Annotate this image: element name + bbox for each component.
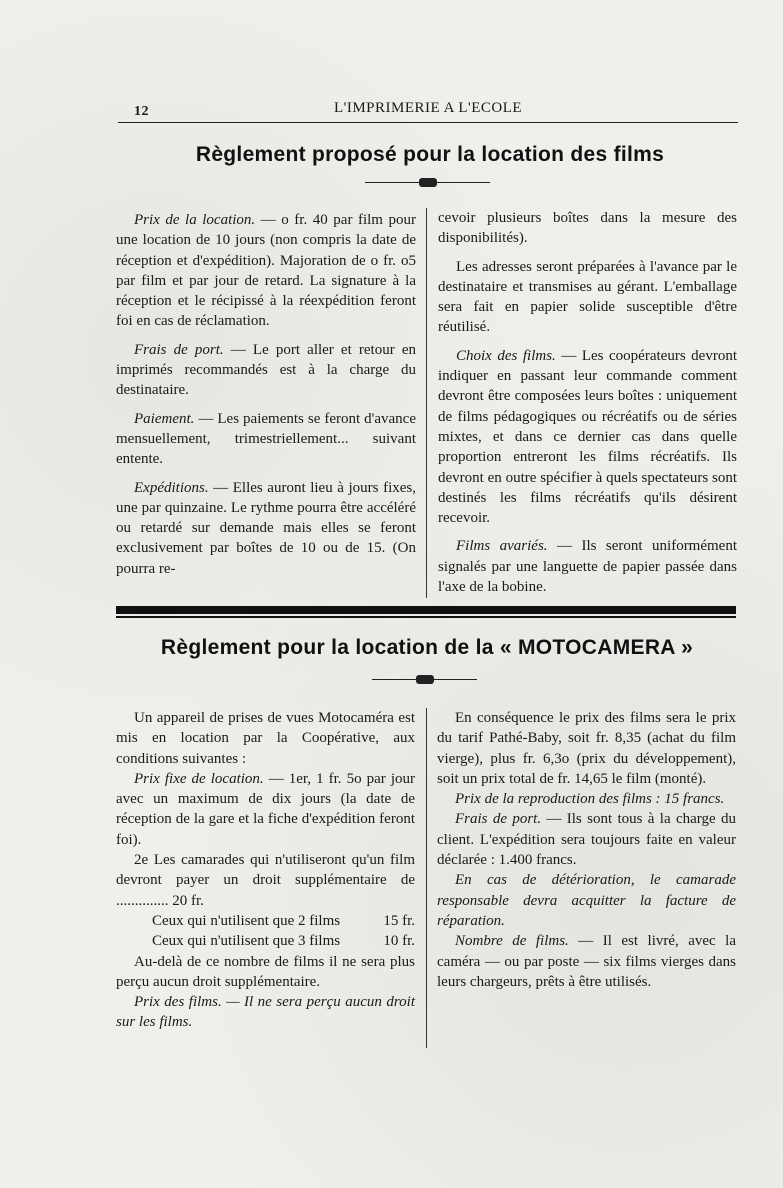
paragraph-prix-location [116, 210, 416, 332]
running-title: L'IMPRIMERIE A L'ECOLE [333, 100, 523, 116]
amount: 20 fr. [172, 892, 204, 909]
title-ornament [365, 178, 490, 188]
paragraph-text: — Le port aller et retour en imprimés recommandés est à la charge du destinataire. [116, 341, 416, 399]
paragraph-text: — Ils sont tous à la charge du client. L'expédition sera toujours faite en valeur déclarée : 1.400 francs. [437, 811, 736, 869]
running-header [118, 100, 738, 123]
paragraph-prix-fixe [116, 769, 415, 850]
paragraph-expeditions [116, 478, 416, 579]
column-divider [426, 208, 427, 598]
paragraph-text: — Les coopérateurs devront indiquer en passant leur commande comment devront être composées leurs boîtes : uniquement de films pédagogiques ou récréatifs ou de séries mixtes, et dans ce dernier cas dans quelle proportion entreront les films récréatifs. Ils devront en outre spécifier à quels spectateurs sont destinés les films récréatifs qu'ils désirent recevoir. [438, 347, 737, 527]
lead-term: Prix des films. [134, 994, 222, 1011]
lead-term: Prix fixe de location. [134, 770, 264, 787]
page-number: 12 [134, 104, 149, 119]
lead-term: Films avariés. [456, 538, 548, 555]
title-ornament [372, 675, 477, 685]
motocamera-column-left [116, 708, 415, 1033]
films-column-left [116, 210, 416, 579]
section-separator-thin [116, 616, 736, 618]
lead-term: Frais de port. [455, 811, 542, 828]
paragraph-text: Les adresses seront préparées à l'avance par le destinataire et transmises au gérant. L'emballage sera fait en papier solide susceptible d'être réutilisé. [438, 258, 737, 336]
paragraph-reproduction [437, 789, 736, 809]
tariff-row [116, 931, 415, 951]
section-title-films: Règlement proposé pour la location des films [195, 143, 665, 166]
paragraph-text: Prix de la reproduction des films : 15 francs. [455, 791, 725, 808]
lead-term: Prix de la location. [134, 212, 256, 228]
paragraph-prix-films [116, 992, 415, 1033]
paragraph-au-dela: Au-delà de ce nombre de films il ne sera plus perçu aucun droit supplémentaire. [116, 953, 415, 990]
paragraph-text: 2e Les camarades qui n'utiliseront qu'un film devront payer un droit supplémentaire de [116, 852, 415, 889]
lead-term: Expéditions. [134, 479, 209, 496]
paragraph-nombre-films [437, 931, 736, 992]
motocamera-column-right [437, 708, 736, 992]
lead-term: Nombre de films. [455, 933, 569, 950]
paragraph-deterioration [437, 870, 736, 931]
paragraph-films-avaries [438, 536, 737, 597]
tariff-label: Ceux qui n'utilisent que 2 films [152, 912, 341, 929]
paragraph-text: En cas de détérioration, le camarade responsable devra acquitter la facture de réparation. [437, 872, 736, 929]
paragraph-text: — Les paiements se feront d'avance mensuellement, trimestriellement... suivant entente. [116, 410, 416, 468]
tariff-row [116, 911, 415, 931]
paragraph-text: — Il ne sera perçu aucun droit sur les films. [116, 994, 416, 1031]
paragraph-intro: Un appareil de prises de vues Motocaméra est mis en location par la Coopérative, aux conditions suivantes : [116, 710, 415, 767]
paragraph-text: — Il est livré, avec la caméra — ou par poste — six films vierges dans leurs chargeurs, prêts à être utilisés. [437, 933, 736, 990]
films-column-right [438, 208, 737, 597]
paragraph-paiement [116, 409, 416, 470]
paragraph-text: — o fr. 40 par film pour une location de 10 jours (non compris la date de réception et d'expédition). Majoration de o fr. o5 par film et par jour de retard. La signature à la réception et le récipissé à la réexpédition feront foi en cas de réclamation. [116, 212, 417, 330]
lead-term: Frais de port. [134, 341, 224, 358]
paragraph-text: cevoir plusieurs boîtes dans la mesure des disponibilités). [438, 210, 737, 247]
lead-term: Choix des films. [456, 347, 556, 364]
paragraph-adresses [438, 257, 737, 338]
lead-term: Paiement. [134, 410, 195, 427]
tariff-amount: 15 fr. [383, 912, 415, 929]
paragraph-frais-port [116, 340, 416, 401]
paragraph-continuation [438, 208, 737, 249]
column-divider [426, 708, 427, 1048]
paragraph-choix-films [438, 346, 737, 529]
paragraph-text: — 1er, 1 fr. 5o par jour avec un maximum de dix jours (la date de réception de la gare et la fiche d'expédition feront foi). [116, 770, 415, 848]
tariff-amount: 10 fr. [383, 933, 415, 950]
paragraph-text: — Ils seront uniformément signalés par une languette de papier passée dans l'axe de la bobine. [438, 538, 738, 596]
section-separator-thick [116, 606, 736, 614]
paragraph-frais-port [437, 809, 736, 870]
section-title-motocamera: Règlement pour la location de la « MOTOCAMERA » [160, 636, 694, 659]
paragraph-text: — Elles auront lieu à jours fixes, une par quinzaine. Le rythme pourra être accéléré ou retardé sur demande mais elles se feront exclusivement par boîtes de 10 ou de 15. (On pourra re- [116, 479, 416, 577]
paragraph-droit-supplementaire: 2e Les camarades qui n'utiliseront qu'un film devront payer un droit supplémentaire de .............. 20 fr. [116, 852, 415, 909]
tariff-label: Ceux qui n'utilisent que 3 films [152, 933, 341, 950]
paragraph-consequence: En conséquence le prix des films sera le prix du tarif Pathé-Baby, soit fr. 8,35 (achat du film vierge), plus fr. 6,3o (prix du développement), soit un prix total de fr. 14,65 le film (monté). [437, 710, 736, 787]
